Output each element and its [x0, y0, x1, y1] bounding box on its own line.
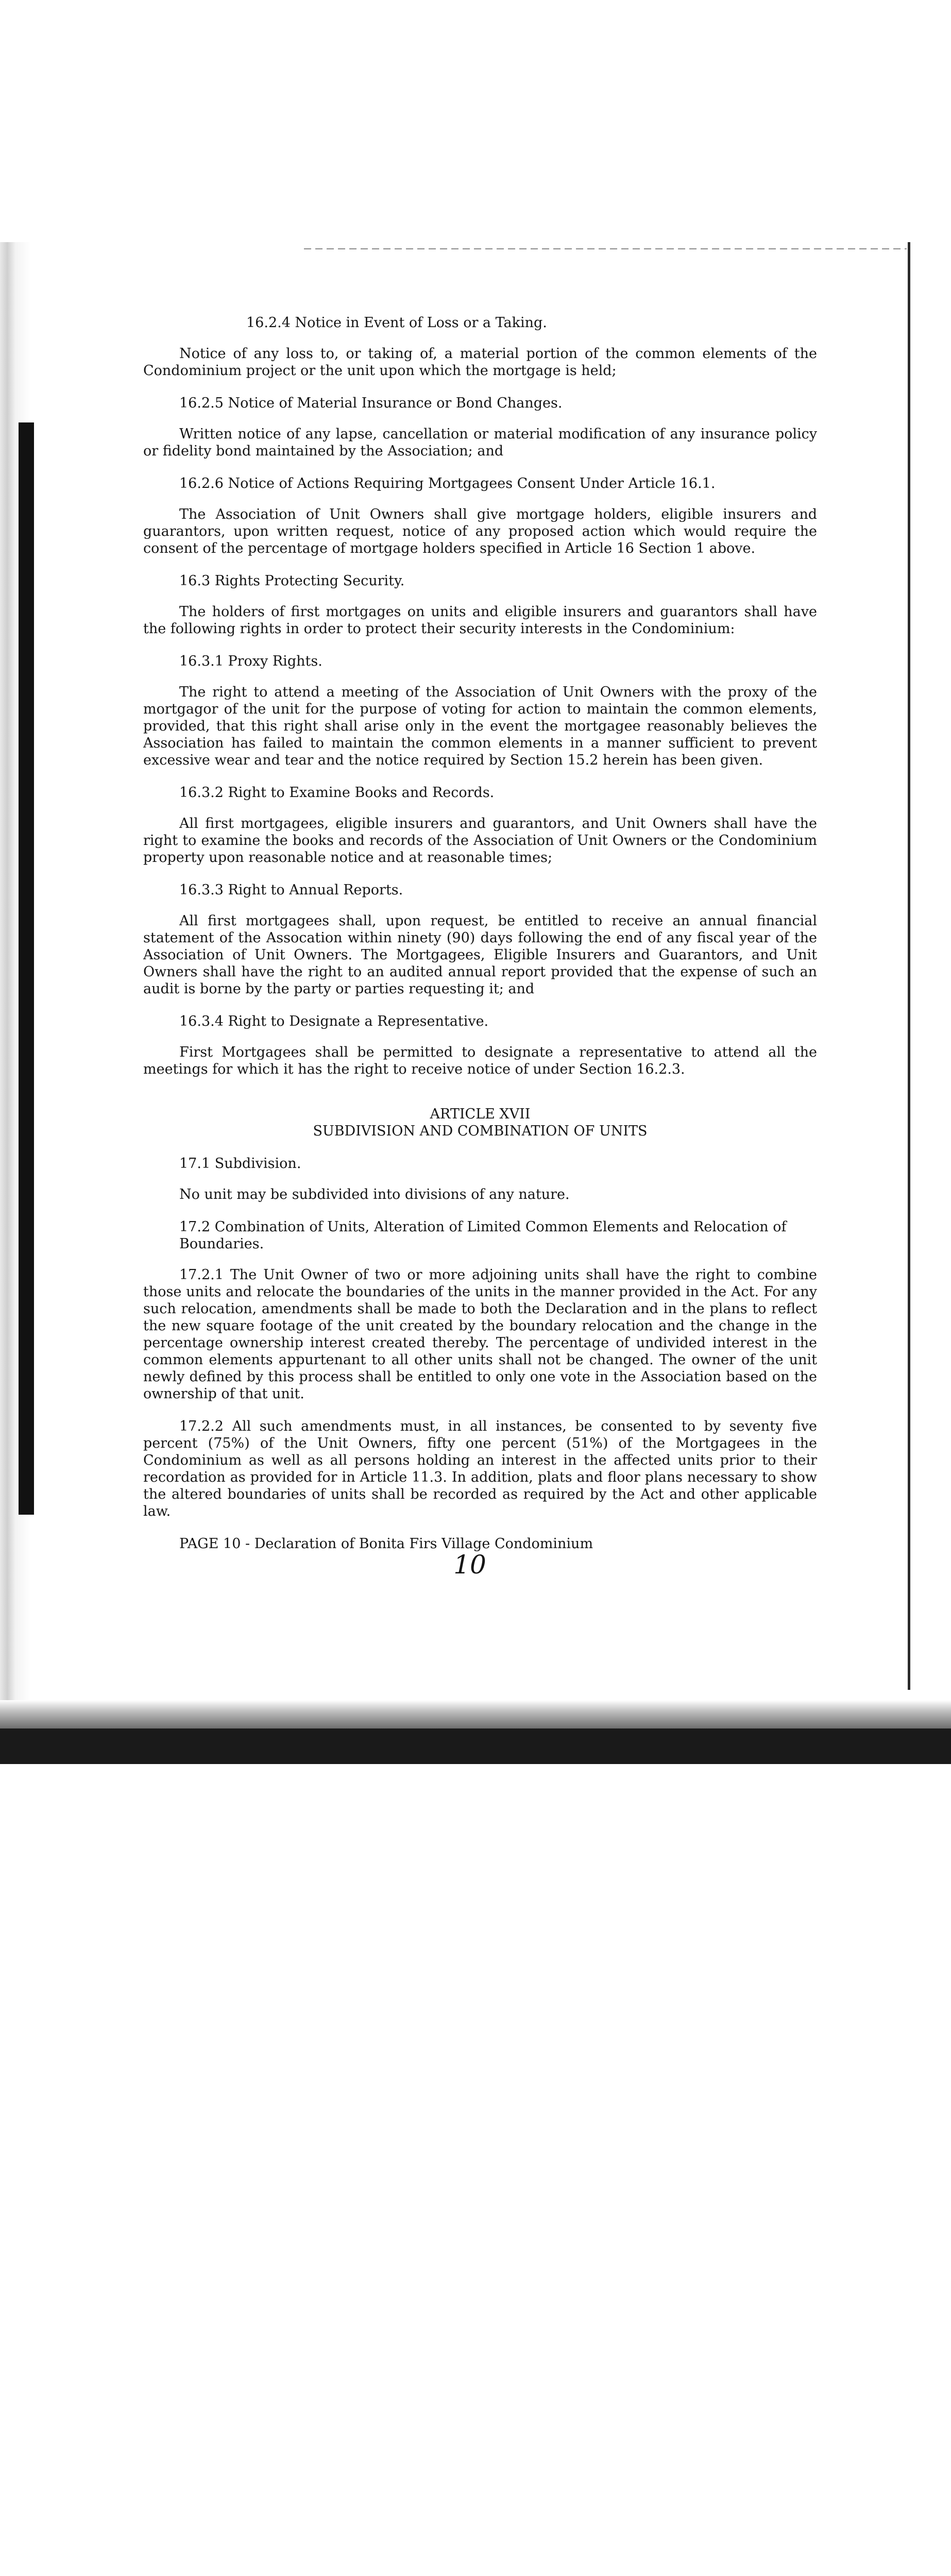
section-16-3-4 [143, 1013, 817, 1078]
section-heading: 16.3.4 Right to Designate a Representative. [179, 1013, 489, 1029]
section-16-2-4 [143, 314, 817, 379]
section-heading: 16.3.2 Right to Examine Books and Records. [179, 785, 495, 801]
section-body: No unit may be subdivided into divisions of any nature. [179, 1187, 570, 1202]
article-title: SUBDIVISION AND COMBINATION OF UNITS [313, 1123, 648, 1139]
scan-footer-strip [0, 1728, 951, 1764]
section-16-3-3 [143, 882, 817, 997]
article-heading [143, 1106, 817, 1140]
section-body: Written notice of any lapse, cancellation or material modification of any insurance policy or fidelity bond maintained by the Association; and [143, 426, 817, 459]
handwritten-page-number: 10 [453, 1550, 486, 1580]
section-17-1 [143, 1155, 817, 1203]
section-16-3-1 [143, 653, 817, 769]
scan-right-edge-line [908, 242, 910, 1690]
section-heading: 16.3.3 Right to Annual Reports. [179, 882, 403, 898]
scan-bottom-shadow [0, 1700, 951, 1728]
section-body: All first mortgagees, eligible insurers and guarantors, and Unit Owners shall have the right to examine the books and records of the Association of Unit Owners or the Condominium property upon reasonable notice and at reasonable times; [143, 816, 817, 866]
section-body: The right to attend a meeting of the Association of Unit Owners with the proxy of the mortgagor of the unit for the purpose of voting for action to maintain the common elements, provided, that this right shall arise only in the event the mortgagee reasonably believes the Association has failed to maintain the common elements in a manner sufficient to prevent excessive wear and tear and the notice required by Section 15.2 herein has been given. [143, 684, 817, 768]
section-16-3 [143, 572, 817, 637]
section-17-2 [143, 1218, 817, 1402]
scan-binding-shadow [19, 422, 34, 1515]
section-body: First Mortgagees shall be permitted to designate a representative to attend all the meetings for which it has the right to receive notice of under Section 16.2.3. [143, 1044, 817, 1077]
section-heading: 16.3 Rights Protecting Security. [179, 573, 405, 589]
section-body: Notice of any loss to, or taking of, a material portion of the common elements of the Condominium project or the unit upon which the mortgage is held; [143, 346, 817, 379]
section-body: The Association of Unit Owners shall give mortgage holders, eligible insurers and guarantors, upon written request, notice of any proposed action which would require the consent of the percentage of mortgage holders specified in Article 16 Section 1 above. [143, 506, 817, 556]
section-17-2-2 [143, 1418, 817, 1520]
section-16-2-6 [143, 475, 817, 557]
document-page [143, 314, 817, 1580]
section-16-3-2 [143, 784, 817, 866]
article-number: ARTICLE XVII [430, 1106, 531, 1122]
section-body: The holders of first mortgages on units and eligible insurers and guarantors shall have the following rights in order to protect their security interests in the Condominium: [143, 604, 817, 637]
page-footer: PAGE 10 - Declaration of Bonita Firs Village Condominium [179, 1536, 593, 1552]
section-body: 17.2.2 All such amendments must, in all instances, be consented to by seventy five percent (75%) of the Unit Owners, fifty one percent (51%) of the Mortgagees in the Condominium as well as all persons holding an interest in the affected units prior to their recordation as provided for in Article 11.3. In addition, plats and floor plans necessary to show the altered boundaries of units shall be recorded as required by the Act and other applicable law. [143, 1418, 817, 1519]
section-heading: 17.2 Combination of Units, Alteration of Limited Common Elements and Relocation of Boundaries. [179, 1219, 787, 1252]
section-heading: 16.2.4 Notice in Event of Loss or a Taking. [246, 315, 547, 331]
section-heading: 16.2.5 Notice of Material Insurance or Bond Changes. [179, 395, 563, 411]
section-heading: 17.1 Subdivision. [179, 1156, 301, 1172]
section-heading: 16.2.6 Notice of Actions Requiring Mortgagees Consent Under Article 16.1. [179, 476, 716, 492]
section-body: 17.2.1 The Unit Owner of two or more adjoining units shall have the right to combine those units and relocate the boundaries of the units in the manner provided in the Act. For any such relocation, amendments shall be made to both the Declaration and in the plans to reflect the new square footage of the unit created by the boundary relocation and the change in the percentage ownership interest created thereby. The percentage of undivided interest in the common elements appurtenant to all other units shall not be changed. The owner of the unit newly defined by this process shall be entitled to only one vote in the Association based on the ownership of that unit. [143, 1267, 817, 1402]
section-body: All first mortgagees shall, upon request, be entitled to receive an annual financial statement of the Assocation within ninety (90) days following the end of any fiscal year of the Association of Unit Owners. The Mortgagees, Eligible Insurers and Guarantors, and Unit Owners shall have the right to an audited annual report provided that the expense of such an audit is borne by the party or parties requesting it; and [143, 913, 817, 997]
section-16-2-5 [143, 395, 817, 460]
scan-top-edge-line [304, 248, 907, 249]
section-heading: 16.3.1 Proxy Rights. [179, 653, 322, 669]
